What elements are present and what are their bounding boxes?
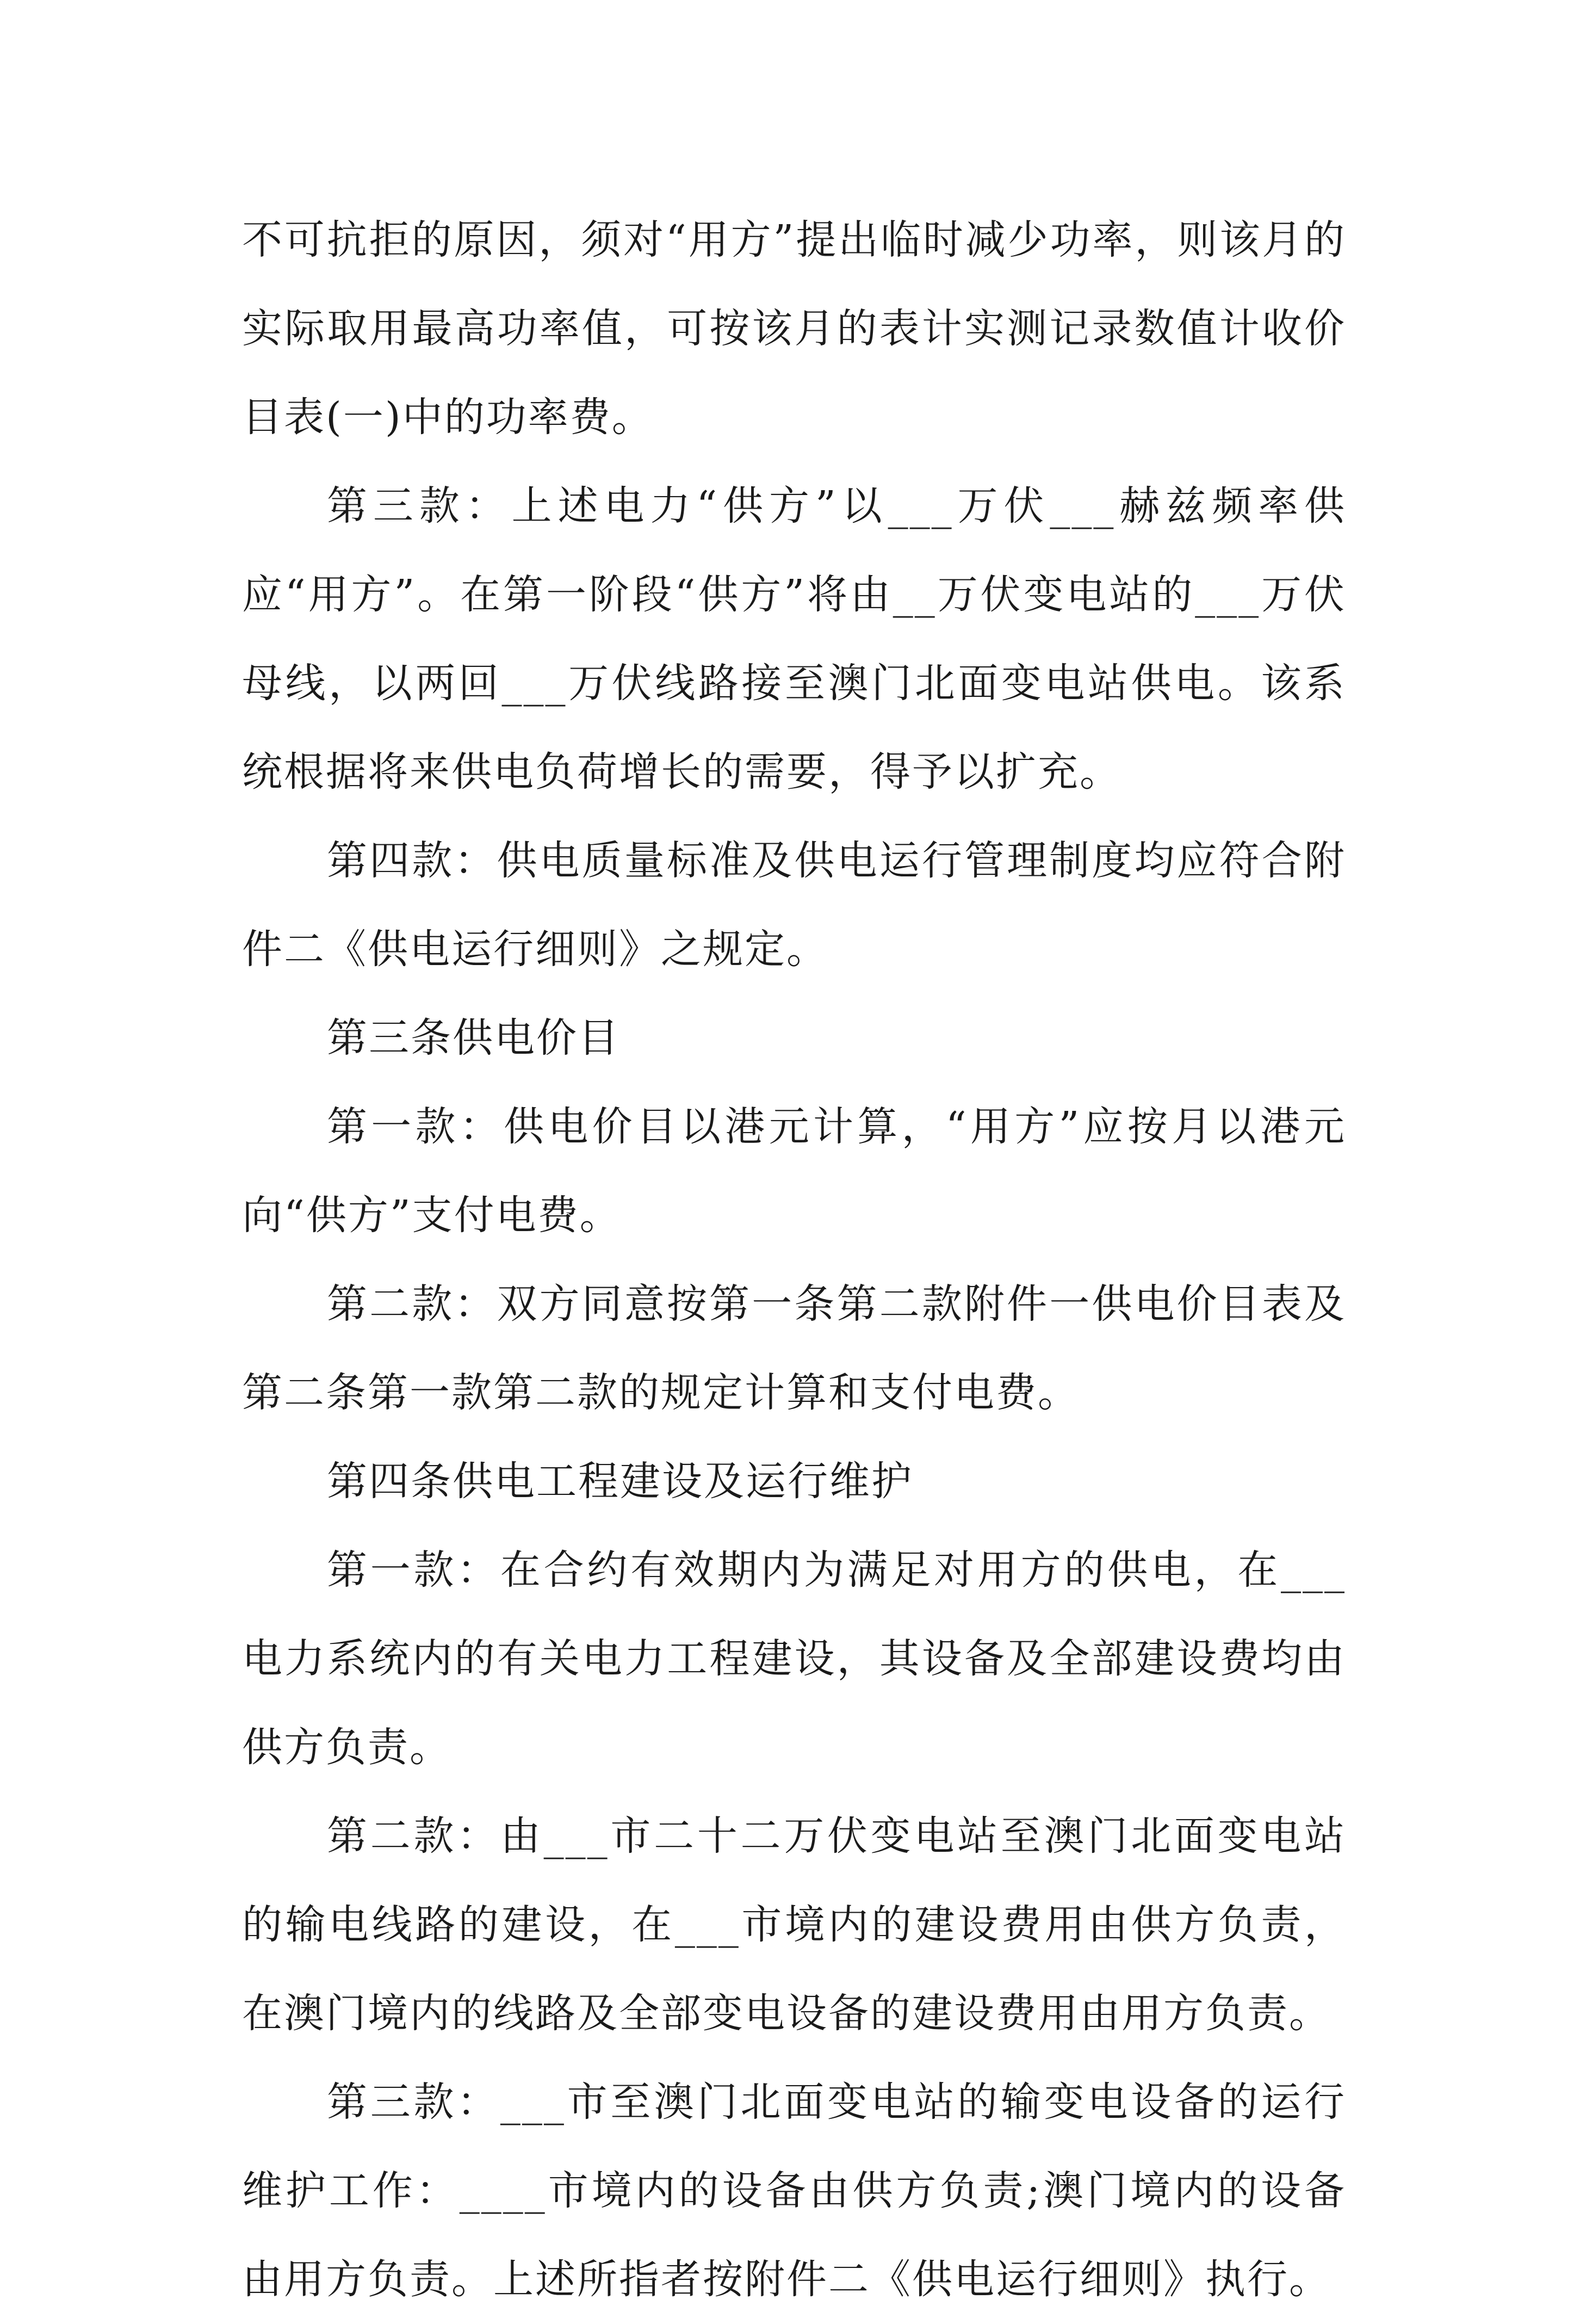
paragraph-continuation: 不可抗拒的原因，须对“用方”提出临时减少功率，则该月的实际取用最高功率值，可按该月的表计实测记录数值计收价目表(一)中的功率费。 bbox=[242, 217, 1346, 441]
paragraph-article-4-clause-1: 第一款：在合约有效期内为满足对用方的供电，在___电力系统内的有关电力工程建设，其设备及全部建设费均由供方负责。 bbox=[242, 1547, 1346, 1771]
document-body bbox=[242, 196, 1346, 2324]
paragraph-article-4-clause-3: 第三款：___市至澳门北面变电站的输变电设备的运行维护工作：____市境内的设备由供方负责;澳门境内的设备由用方负责。上述所指者按附件二《供电运行细则》执行。 bbox=[242, 2079, 1346, 2303]
paragraph-article-3-clause-2: 第二款：双方同意按第一条第二款附件一供电价目表及第二条第一款第二款的规定计算和支付电费。 bbox=[242, 1281, 1346, 1416]
paragraph-article-4-clause-2: 第二款：由___市二十二万伏变电站至澳门北面变电站的输电线路的建设，在___市境内的建设费用由供方负责，在澳门境内的线路及全部变电设备的建设费用由用方负责。 bbox=[242, 1813, 1346, 2037]
article-3-heading: 第三条供电价目 bbox=[327, 1015, 620, 1061]
paragraph-clause-4-quality: 第四款：供电质量标准及供电运行管理制度均应符合附件二《供电运行细则》之规定。 bbox=[242, 837, 1346, 973]
article-4-heading: 第四条供电工程建设及运行维护 bbox=[327, 1458, 913, 1505]
paragraph-article-3-clause-1: 第一款：供电价目以港元计算，“用方”应按月以港元向“供方”支付电费。 bbox=[242, 1103, 1346, 1239]
paragraph-clause-3-power-supply: 第三款：上述电力“供方”以___万伏___赫兹频率供应“用方”。在第一阶段“供方”将由__万伏变电站的___万伏母线，以两回___万伏线路接至澳门北面变电站供电。该系统根据将来供电负荷增长的需要，得予以扩充。 bbox=[242, 483, 1346, 795]
